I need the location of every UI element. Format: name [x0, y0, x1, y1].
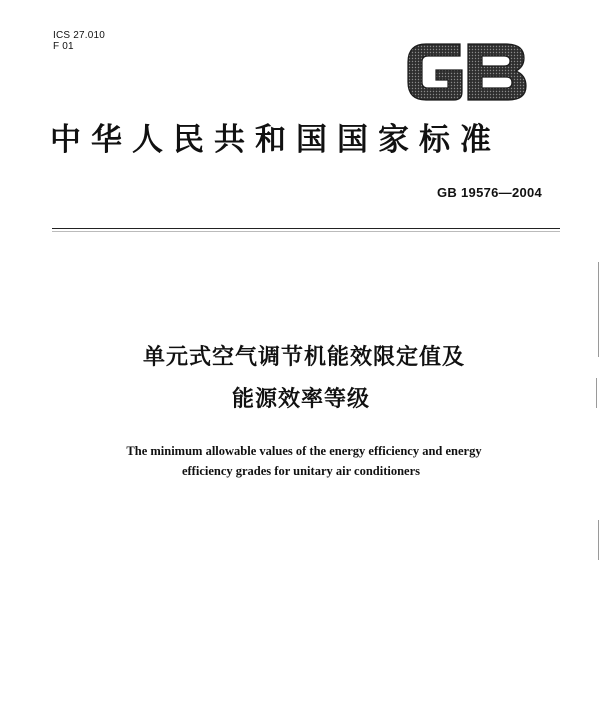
scan-edge-mark: [598, 262, 599, 357]
header-divider: [52, 228, 560, 229]
ics-code: ICS 27.010: [53, 30, 106, 41]
header-divider-shadow: [52, 231, 560, 232]
title-english-line2: efficiency grades for unitary air conditioners: [181, 464, 421, 478]
scan-edge-mark: [596, 378, 597, 408]
classification-block: [53, 30, 105, 52]
scan-edge-mark: [598, 520, 599, 560]
title-chinese-line2: 能源效率等级: [231, 387, 370, 412]
gb-logo-icon: [402, 36, 530, 108]
title-english-line1: The minimum allowable values of the energy efficiency and energy: [126, 444, 482, 458]
standard-number: GB 19576—2004: [437, 185, 543, 200]
organization-title: 中华人民共和国国家标准: [50, 122, 501, 158]
classification-code: F 01: [53, 41, 74, 52]
title-chinese-line1: 单元式空气调节机能效限定值及: [142, 345, 465, 370]
